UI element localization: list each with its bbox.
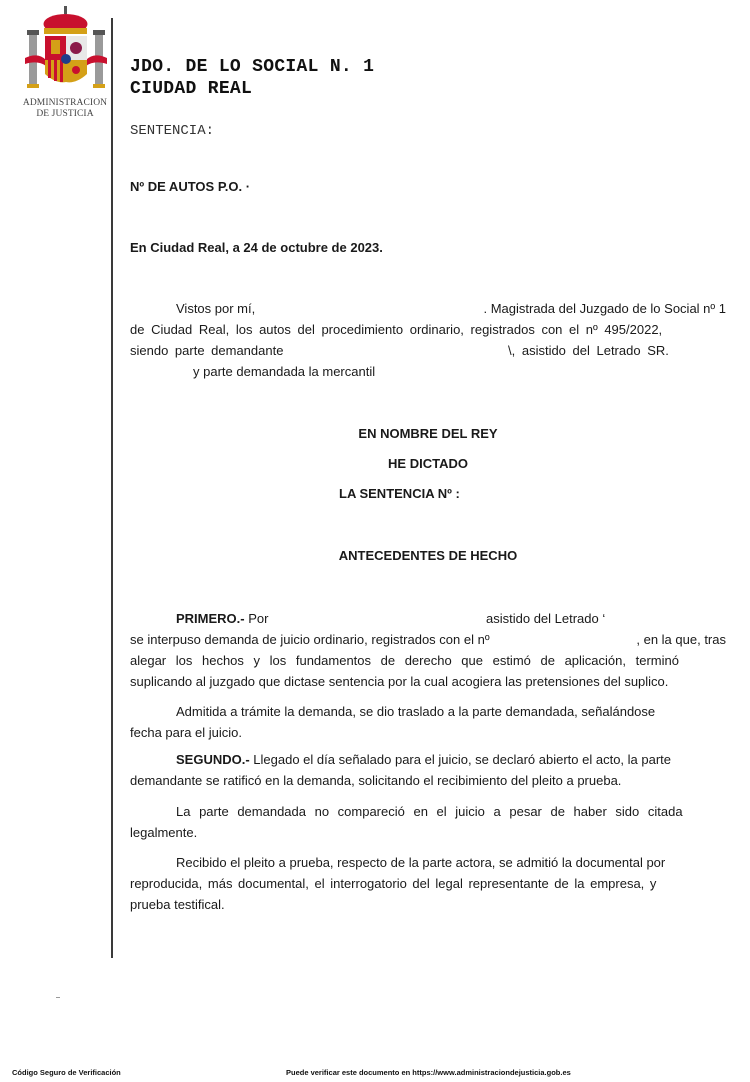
- spain-coat-of-arms-icon: [24, 4, 108, 96]
- segundo-line1: Llegado el día señalado para el juicio, se declaró abierto el acto, la parte: [253, 752, 672, 767]
- footer-verify-text: Puede verificar este documento en https://www.administraciondejusticia.gob.es: [286, 1068, 571, 1077]
- case-number-label: Nº DE AUTOS P.O. ·: [130, 179, 251, 194]
- intro-line1a: Vistos por mí,: [176, 301, 256, 316]
- segundo-label: SEGUNDO.-: [176, 752, 250, 767]
- no-comparecio-paragraph: [130, 801, 726, 843]
- primero-label: PRIMERO.-: [176, 611, 245, 626]
- footer-csv-label: Código Seguro de Verificación: [12, 1068, 121, 1077]
- court-name: JDO. DE LO SOCIAL N. 1: [130, 57, 375, 77]
- admitida-line2: fecha para el juicio.: [130, 725, 243, 740]
- primero-line3: alegar los hechos y los fundamentos de derecho que estimó de aplicación, terminó: [130, 653, 679, 668]
- primero-line2a: se interpuso demanda de juicio ordinario, registrados con el nº: [130, 632, 490, 647]
- primero-line1b: asistido del Letrado ‘: [486, 611, 606, 626]
- logo-text-line2: DE JUSTICIA: [36, 109, 94, 119]
- recibido-line3: prueba testifical.: [130, 897, 225, 912]
- logo-text-line1: ADMINISTRACION: [22, 98, 108, 108]
- intro-line2: de Ciudad Real, los autos del procedimiento ordinario, registrados con el nº 495/2022,: [130, 322, 663, 337]
- primero-line2b: , en la que, tras: [636, 632, 726, 647]
- heading-en-nombre-del-rey: EN NOMBRE DEL REY: [358, 426, 498, 441]
- primero-line1a: Por: [248, 611, 269, 626]
- recibido-paragraph: [130, 852, 726, 915]
- court-logo: [20, 4, 112, 118]
- admitida-line1: Admitida a trámite la demanda, se dio traslado a la parte demandada, señalándose: [176, 704, 656, 719]
- court-city: CIUDAD REAL: [130, 79, 253, 99]
- primero-line4: suplicando al juzgado que dictase sentencia por la cual acogiera las pretensiones del suplico.: [130, 674, 669, 689]
- intro-line3a: siendo parte demandante: [130, 343, 284, 358]
- admitida-paragraph: [130, 701, 726, 743]
- segundo-line2: demandante se ratificó en la demanda, solicitando el recibimiento del pleito a prueba.: [130, 773, 622, 788]
- heading-sentencia-numero: LA SENTENCIA Nº :: [339, 486, 460, 501]
- intro-line4: y parte demandada la mercantil: [193, 364, 376, 379]
- recibido-line1: Recibido el pleito a prueba, respecto de la parte actora, se admitió la documental por: [176, 855, 666, 870]
- primero-paragraph: [130, 608, 726, 692]
- intro-line1b: . Magistrada del Juzgado de lo Social nº 1: [483, 301, 726, 316]
- place-date: En Ciudad Real, a 24 de octubre de 2023.: [130, 240, 383, 255]
- recibido-line2: reproducida, más documental, el interrogatorio del legal representante de la empresa, y: [130, 876, 657, 891]
- heading-he-dictado: HE DICTADO: [388, 456, 468, 471]
- intro-line3b: \, asistido del Letrado SR.: [508, 343, 669, 358]
- segundo-paragraph: [130, 749, 726, 791]
- no-comparecio-line1: La parte demandada no compareció en el juicio a pesar de haber sido citada: [176, 804, 683, 819]
- document-type-label: SENTENCIA:: [130, 123, 215, 139]
- stray-mark: [56, 997, 60, 998]
- intro-paragraph: [130, 298, 726, 382]
- no-comparecio-line2: legalmente.: [130, 825, 198, 840]
- margin-rule: [111, 18, 113, 958]
- heading-antecedentes-de-hecho: ANTECEDENTES DE HECHO: [338, 548, 518, 563]
